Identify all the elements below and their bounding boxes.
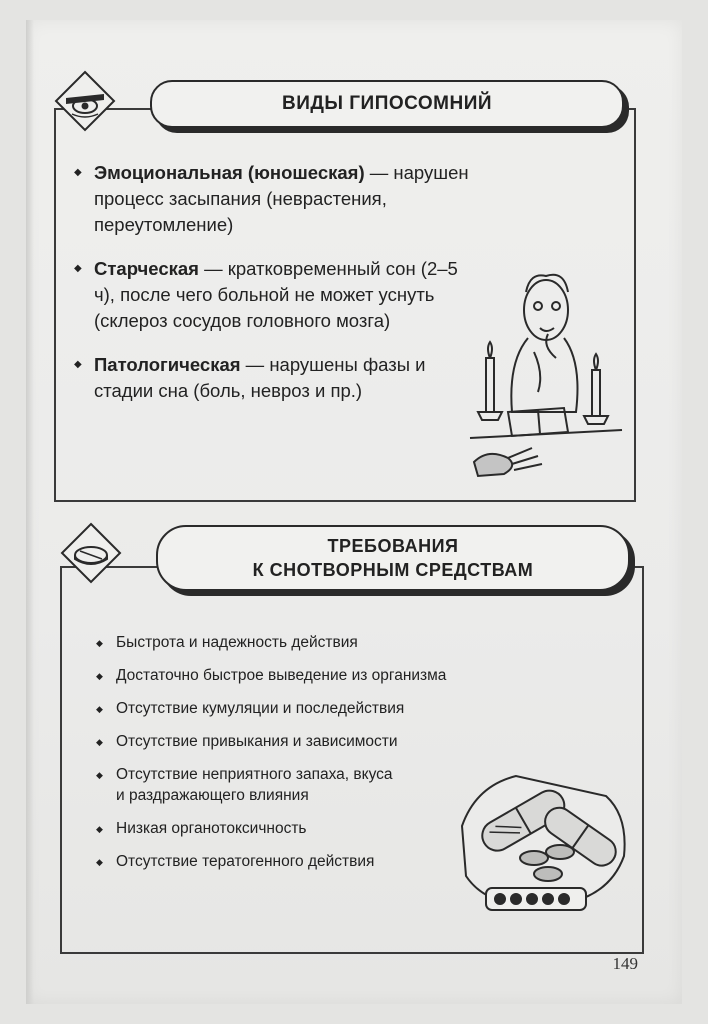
eye-icon bbox=[54, 70, 116, 132]
list-item: ◆ Отсутствие тератогенного действия bbox=[94, 851, 494, 872]
section-title-text: ВИДЫ ГИПОСОМНИЙ bbox=[281, 93, 493, 114]
section-title-line2: К СНОТВОРНЫМ СРЕДСТВАМ bbox=[252, 560, 534, 580]
list-item: ◆ Быстрота и надежность действия bbox=[94, 632, 494, 653]
section-title-hyposomnia bbox=[150, 80, 624, 128]
page-number: 149 bbox=[612, 954, 638, 973]
hyposomnia-list bbox=[72, 160, 472, 422]
page-spine bbox=[26, 20, 34, 1004]
item-desc: — нарушен процесс засыпания (неврастения, переутомление) bbox=[94, 162, 469, 235]
sleepless-man-illustration bbox=[468, 262, 624, 484]
section-title-requirements bbox=[156, 525, 630, 591]
list-item: ◆ Низкая органотоксичность bbox=[94, 818, 494, 839]
list-item bbox=[72, 256, 472, 334]
list-item bbox=[72, 160, 472, 238]
list-item: ◆ Отсутствие кумуляции и последействия bbox=[94, 698, 494, 719]
item-desc: — кратковременный сон (2–5 ч), после чего больной не может уснуть (склероз сосудов головного мозга) bbox=[94, 258, 458, 331]
item-desc: — нарушены фазы и стадии сна (боль, невроз и пр.) bbox=[94, 354, 426, 401]
list-item bbox=[72, 352, 472, 404]
section-title-line1: ТРЕБОВАНИЯ bbox=[327, 536, 459, 556]
pill-icon bbox=[60, 522, 122, 584]
list-item: ◆ Отсутствие привыкания и зависимости bbox=[94, 731, 494, 752]
list-item: ◆ Достаточно быстрое выведение из организма bbox=[94, 665, 494, 686]
item-term: Патологическая bbox=[94, 354, 241, 375]
pills-illustration bbox=[456, 756, 632, 926]
item-term: Старческая bbox=[94, 258, 199, 279]
requirements-list bbox=[94, 632, 494, 884]
list-item: ◆ Отсутствие неприятного запаха, вкуса и раздражающего влияния bbox=[94, 764, 396, 806]
item-term: Эмоциональная (юношеская) bbox=[94, 162, 365, 183]
